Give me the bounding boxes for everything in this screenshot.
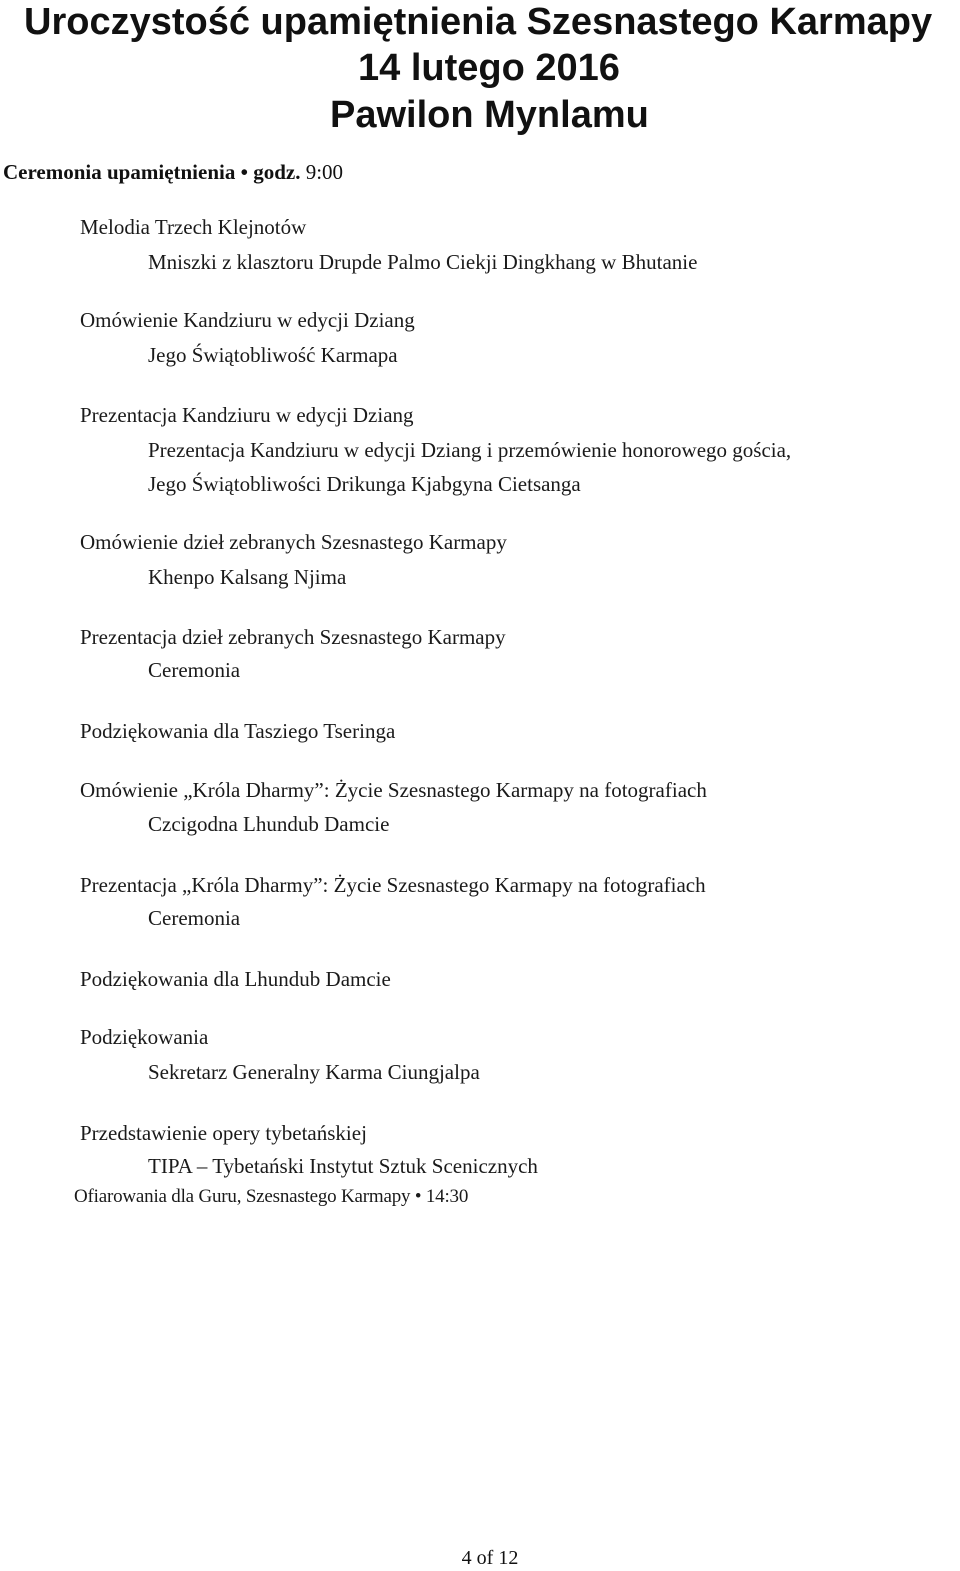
event-date: 14 lutego 2016: [358, 47, 620, 89]
program-item-title: Prezentacja „Króla Dharmy”: Życie Szesnastego Karmapy na fotografiach: [80, 873, 706, 897]
program-item-title: Podziękowania dla Tasziego Tseringa: [80, 719, 396, 743]
program-item-title: Podziękowania dla Lhundub Damcie: [80, 967, 391, 991]
session-label: Ceremonia upamiętnienia • godz.: [3, 160, 301, 184]
program-item-title: Przedstawienie opery tybetańskiej: [80, 1121, 367, 1145]
program-item-performer: TIPA – Tybetański Instytut Sztuk Scenicznych: [148, 1154, 538, 1178]
program-item-title: Omówienie dzieł zebranych Szesnastego Karmapy: [80, 530, 507, 554]
page-number: 4 of 12: [461, 1547, 519, 1569]
program-item-title: Prezentacja dzieł zebranych Szesnastego Karmapy: [80, 625, 506, 649]
program-item-title: Omówienie Kandziuru w edycji Dziang: [80, 308, 415, 332]
page-title: Uroczystość upamiętnienia Szesnastego Karmapy: [24, 1, 933, 43]
program-item-title: Melodia Trzech Klejnotów: [80, 215, 307, 239]
program-item-performer: Khenpo Kalsang Njima: [148, 565, 347, 589]
program-item-performer: Ceremonia: [148, 906, 241, 930]
program-item-performer: Ceremonia: [148, 658, 241, 682]
program-item-title: Omówienie „Króla Dharmy”: Życie Szesnastego Karmapy na fotografiach: [80, 778, 707, 802]
session-time: 9:00: [305, 160, 344, 184]
session-heading: [3, 158, 343, 186]
program-item-performer: Czcigodna Lhundub Damcie: [148, 812, 390, 836]
program-item-title: Podziękowania: [80, 1025, 209, 1049]
program-item-performer: Sekretarz Generalny Karma Ciungjalpa: [148, 1060, 480, 1084]
event-venue: Pawilon Mynlamu: [330, 94, 649, 136]
program-item-performer: Prezentacja Kandziuru w edycji Dziang i przemówienie honorowego gościa,: [148, 438, 792, 462]
closing-session: Ofiarowania dla Guru, Szesnastego Karmapy • 14:30: [74, 1186, 469, 1207]
program-item-performer: Mniszki z klasztoru Drupde Palmo Ciekji Dingkhang w Bhutanie: [148, 250, 698, 274]
program-item-performer: Jego Świątobliwość Karmapa: [148, 343, 398, 367]
program-item-title: Prezentacja Kandziuru w edycji Dziang: [80, 403, 414, 427]
program-item-performer: Jego Świątobliwości Drikunga Kjabgyna Cietsanga: [148, 472, 581, 496]
